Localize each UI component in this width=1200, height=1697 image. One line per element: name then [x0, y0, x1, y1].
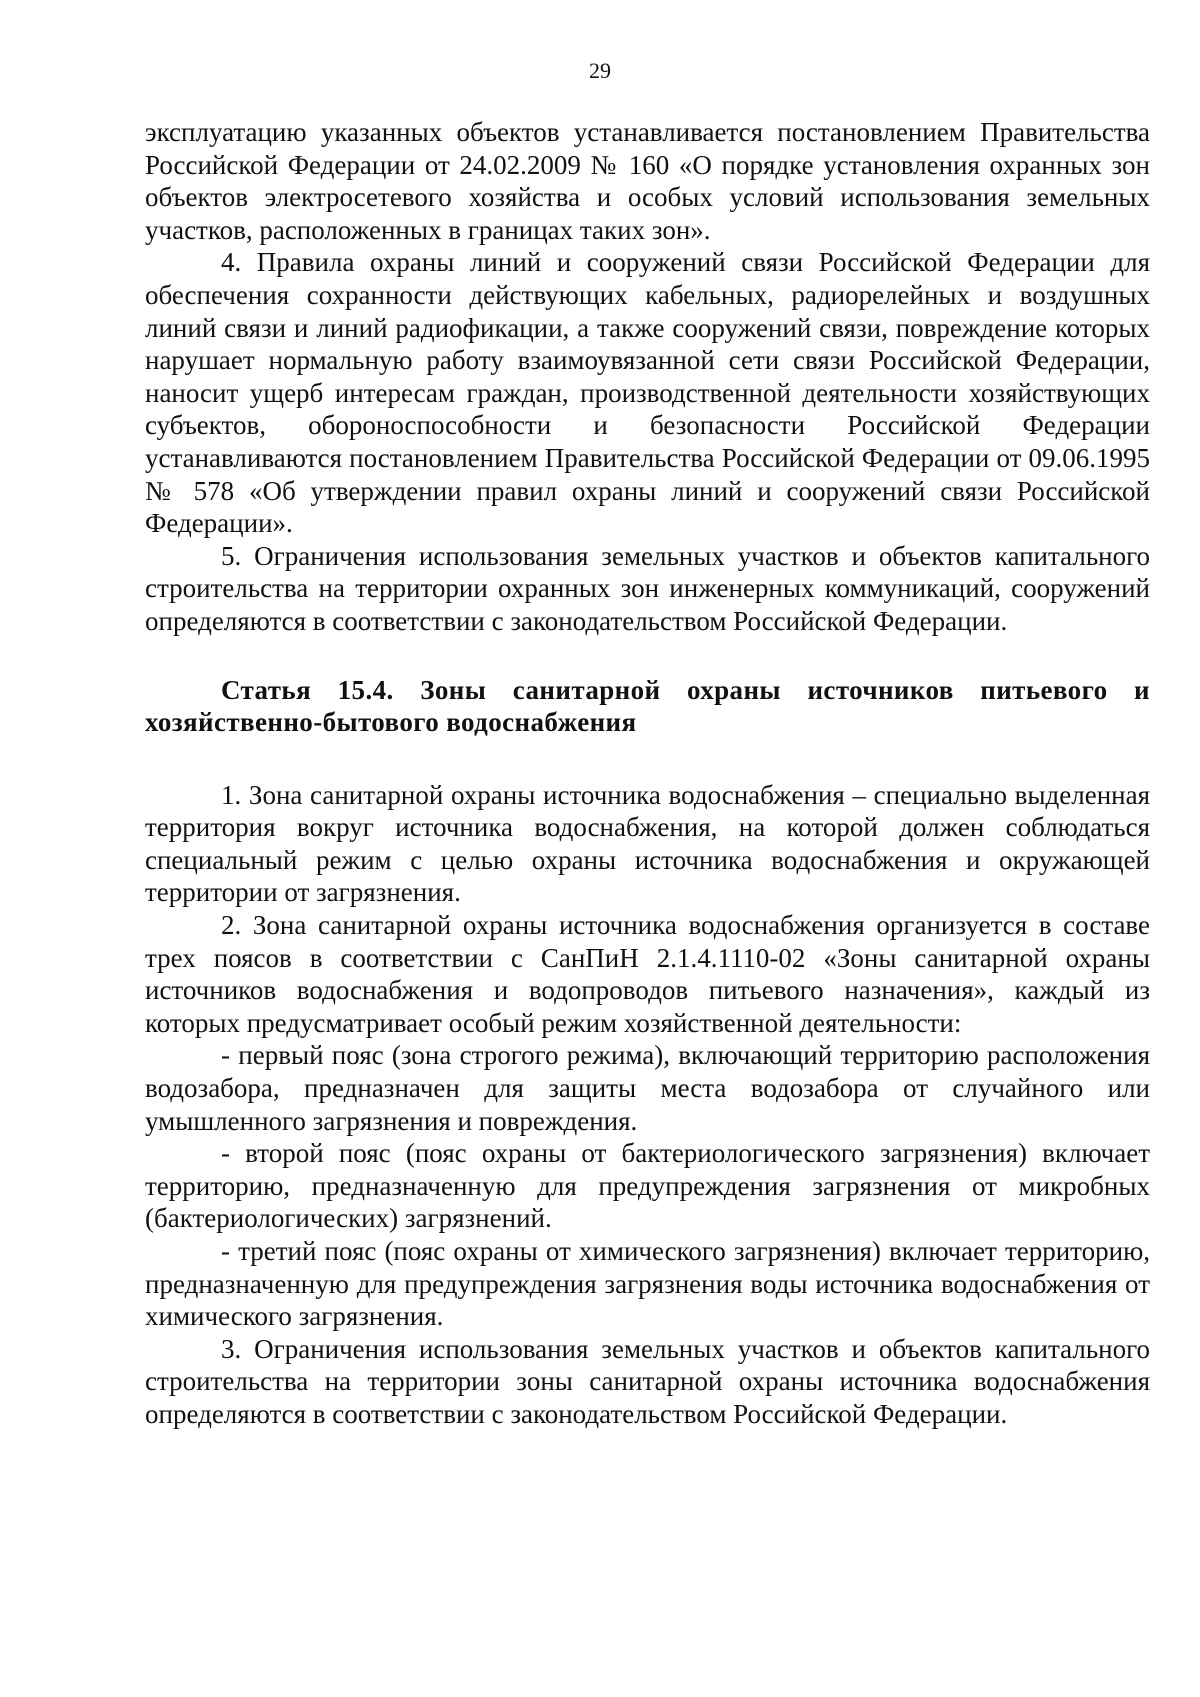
paragraph-restrictions: 3. Ограничения использования земельных участков и объектов капитального строительства на территории зоны санитарной охраны источника водоснабжения определяются в соответствии с законодательством Российской Федерации.: [145, 1333, 1150, 1429]
paragraph-zone-definition: 1. Зона санитарной охраны источника водоснабжения – специально выделенная территория вокруг источника водоснабжения, на которой должен соблюдаться специальный режим с целью охраны источника водоснабжения и окружающей территории от загрязнения.: [145, 779, 1150, 908]
paragraph-item-4: 4. Правила охраны линий и сооружений связи Российской Федерации для обеспечения сохранности действующих кабельных, радиорелейных и воздушных линий связи и линий радиофикации, а также сооружений связи, повреждение которых нарушает нормальную работу взаимоувязанной сети связи Российской Федерации, наносит ущерб интересам граждан, производственной деятельности хозяйствующих субъектов, обороноспособности и безопасности Российской Федерации устанавливаются постановлением Правительства Российской Федерации от 09.06.1995 № 578 «Об утверждении правил охраны линий и сооружений связи Российской Федерации».: [145, 247, 1150, 539]
list-item-third-belt: - третий пояс (пояс охраны от химического загрязнения) включает территорию, предназначенную для предупреждения загрязнения воды источника водоснабжения от химического загрязнения.: [145, 1236, 1150, 1332]
paragraph-zone-belts: 2. Зона санитарной охраны источника водоснабжения организуется в составе трех поясов в соответствии с СанПиН 2.1.4.1110-02 «Зоны санитарной охраны источников водоснабжения и водопроводов питьевого назначения», каждый из которых предусматривает особый режим хозяйственной деятельности:: [145, 910, 1150, 1038]
list-item-first-belt: - первый пояс (зона строгого режима), включающий территорию расположения водозабора, предназначен для защиты места водозабора от случайного или умышленного загрязнения и повреждения.: [145, 1040, 1150, 1136]
list-item-second-belt: - второй пояс (пояс охраны от бактериологического загрязнения) включает территорию, предназначенную для предупреждения загрязнения от микробных (бактериологических) загрязнений.: [145, 1138, 1150, 1234]
paragraph-continuation: эксплуатацию указанных объектов устанавливается постановлением Правительства Российской Федерации от 24.02.2009 № 160 «О порядке установления охранных зон объектов электросетевого хозяйства и особых условий использования земельных участков, расположенных в границах таких зон».: [145, 117, 1150, 245]
document-body: [145, 116, 1150, 1431]
article-heading: Статья 15.4. Зоны санитарной охраны источников питьевого и хозяйственно-бытового водоснабжения: [145, 674, 1150, 738]
paragraph-item-5: 5. Ограничения использования земельных участков и объектов капитального строительства на территории охранных зон инженерных коммуникаций, сооружений определяются в соответствии с законодательством Российской Федерации.: [145, 540, 1150, 636]
page-number: 29: [589, 58, 611, 83]
